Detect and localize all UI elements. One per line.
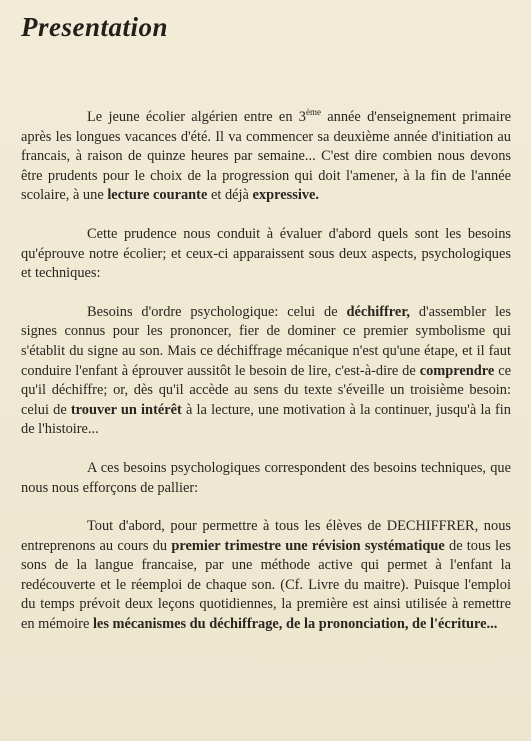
text-run: et déjà <box>207 187 253 204</box>
text-run: Besoins d'ordre psychologique: celui de <box>87 303 347 320</box>
text-run: année d'enseignement primaire après les longues vacances d'été. Il va commencer sa deuxième année d'initiation au francais, à raison de quinze heures par semaine... C'est dire combien nous devons être prudents pour le choix de la progression qui doit l'amener, à la fin de l'année scolaire, à une <box>21 109 511 204</box>
superscript-text: ème <box>305 107 321 117</box>
text-run: à la lecture, une motivation à la continuer, jusqu'à la fin de l'histoire... <box>21 401 511 438</box>
paragraph <box>21 108 511 206</box>
paragraph <box>21 517 511 635</box>
text-run: Tout d'abord, pour permettre à tous les élèves de DECHIFFRER, nous entreprenons au cours du <box>21 518 511 554</box>
bold-text: premier trimestre une révision systématique <box>171 537 445 554</box>
paragraph <box>21 225 511 284</box>
text-run: d'assembler les signes connus pour les prononcer, fier de dominer ce premier symbolisme qui s'établit du signe au son. Mais ce déchiffrage mécanique n'est qu'une étape, et il faut conduire l'enfant à éprouver aussitôt le besoin de lire, c'est-à-dire de <box>21 303 511 379</box>
text-run: de tous les sons de la langue francaise, par une méthode active qui permet à l'enfant la redécouverte et le réemploi de chaque son. (Cf. Livre du maitre). Puisque l'emploi du temps prévoit deux leçons quotidiennes, la première est ainsi utilisée à remettre en mémoire <box>21 537 511 633</box>
text-run: A ces besoins psychologiques correspondent des besoins techniques, que nous nous efforçons de pallier: <box>21 459 511 496</box>
body-text <box>21 108 511 654</box>
text-run: ce qu'il déchiffre; or, dès qu'il accède au sens du texte s'éveille un troisième besoin: celui de <box>21 362 511 418</box>
text-run: Le jeune écolier algérien entre en 3 <box>87 109 306 125</box>
text-run: Cette prudence nous conduit à évaluer d'abord quels sont les besoins qu'éprouve notre écolier; et ceux-ci apparaissent sous deux aspects, psychologiques et techniques: <box>21 225 511 282</box>
page-title: Presentation <box>21 12 169 42</box>
paragraph <box>21 459 511 498</box>
bold-text: déchiffrer, <box>346 303 410 320</box>
bold-text: trouver un intérêt <box>70 401 182 418</box>
bold-text: comprendre <box>419 362 495 379</box>
bold-text: expressive. <box>252 187 319 204</box>
paragraph <box>21 303 511 440</box>
bold-text: les mécanismes du déchiffrage, de la prononciation, de l'écriture... <box>92 616 498 633</box>
bold-text: lecture courante <box>107 187 208 204</box>
